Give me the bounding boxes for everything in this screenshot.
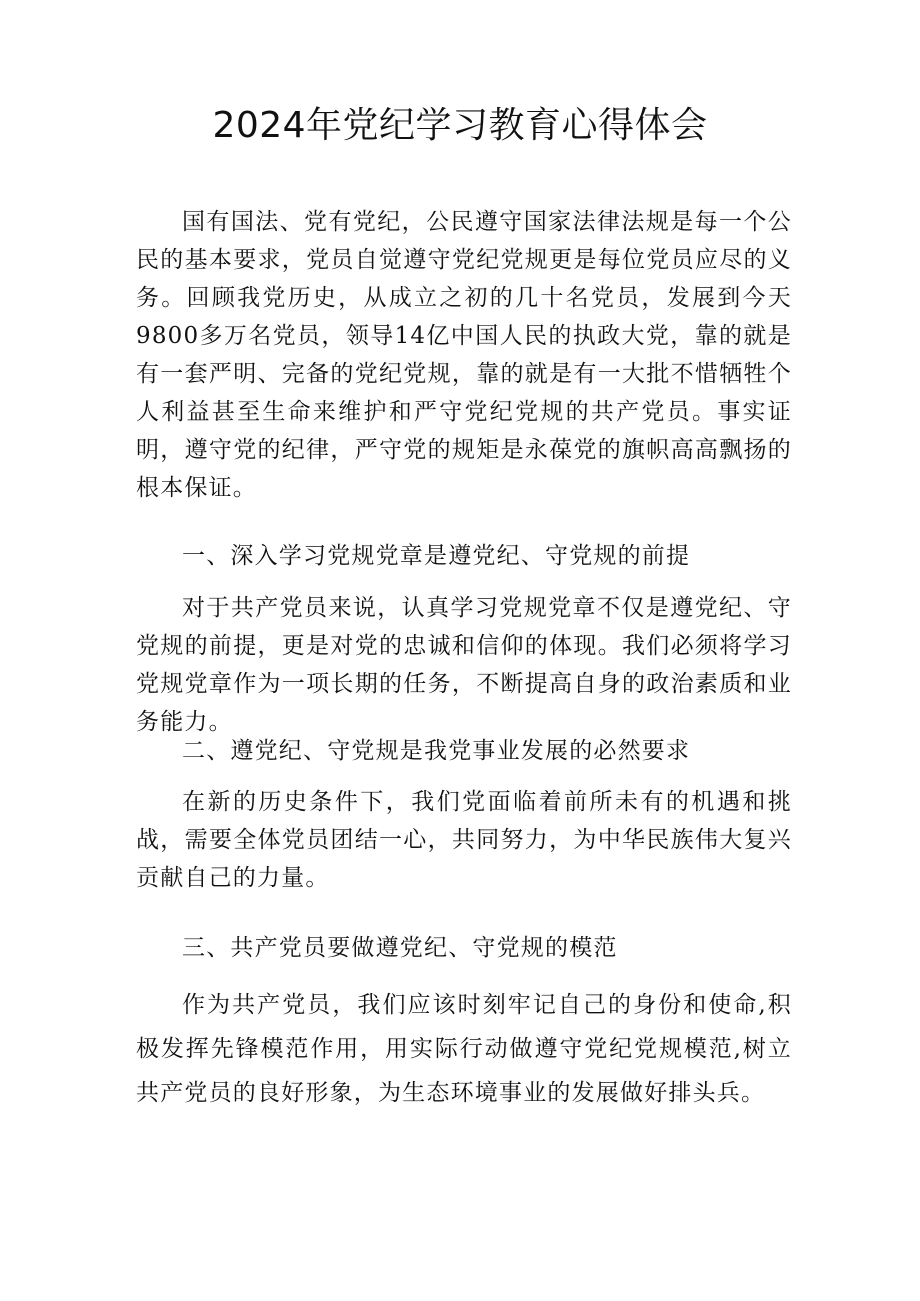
section-2-paragraph: 在新的历史条件下，我们党面临着前所未有的机遇和挑战，需要全体党员团结一心，共同努力，为中华民族伟大复兴贡献自己的力量。 bbox=[136, 789, 792, 891]
section-heading-3: 三、共产党员要做遵党纪、守党规的模范 bbox=[182, 935, 618, 961]
section-heading-2: 二、遵党纪、守党规是我党事业发展的必然要求 bbox=[182, 738, 691, 764]
section-1-paragraph: 对于共产党员来说，认真学习党规党章不仅是遵党纪、守党规的前提，更是对党的忠诚和信仰的体现。我们必须将学习党规党章作为一项长期的任务，不断提高自身的政治素质和业务能力。 bbox=[136, 595, 792, 735]
document-title: 2024年党纪学习教育心得体会 bbox=[212, 105, 708, 146]
section-heading-1: 一、深入学习党规党章是遵党纪、守党规的前提 bbox=[182, 543, 691, 569]
section-3-paragraph: 作为共产党员，我们应该时刻牢记自己的身份和使命,积极发挥先锋模范作用，用实际行动做遵守党纪党规模范,树立共产党员的良好形象，为生态环境事业的发展做好排头兵。 bbox=[136, 992, 792, 1106]
intro-paragraph: 国有国法、党有党纪，公民遵守国家法律法规是每一个公民的基本要求，党员自觉遵守党纪党规更是每位党员应尽的义务。回顾我党历史，从成立之初的几十名党员，发展到今天9800多万名党员，领导14亿中国人民的执政大党，靠的就是有一套严明、完备的党纪党规，靠的就是有一大批不惜牺牲个人利益甚至生命来维护和严守党纪党规的共产党员。事实证明，遵守党的纪律，严守党的规矩是永葆党的旗帜高高飘扬的根本保证。 bbox=[136, 209, 792, 501]
